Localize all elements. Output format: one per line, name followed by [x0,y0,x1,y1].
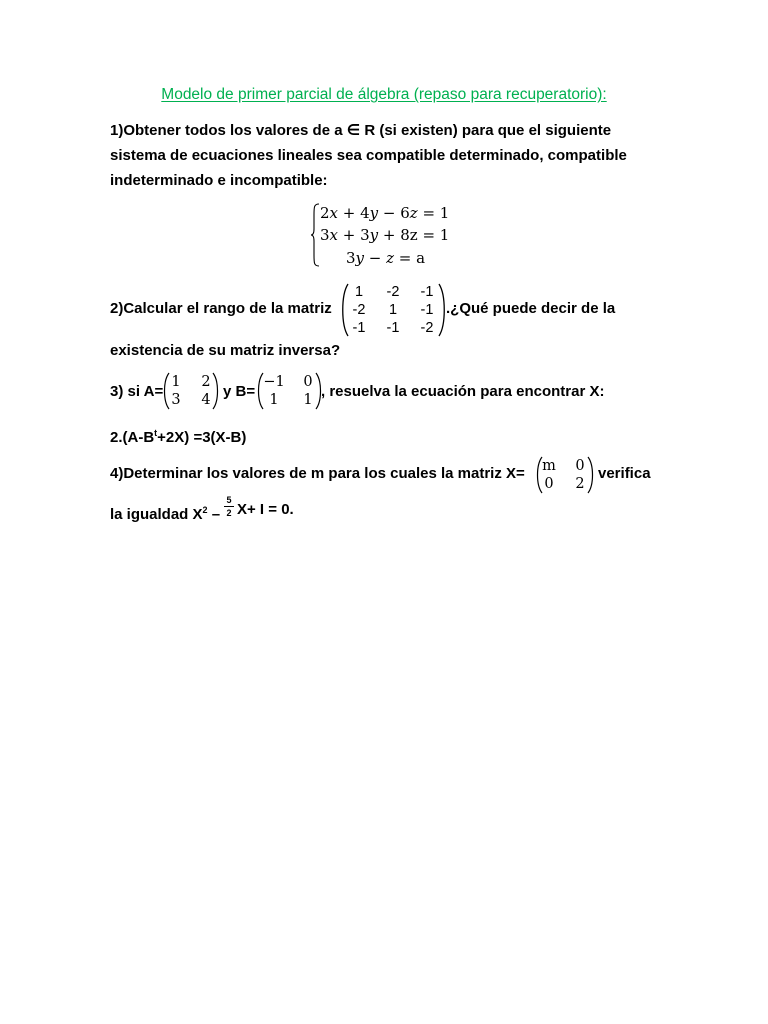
matrix-cell: -1 [420,284,434,300]
q1-line-3: indeterminado e incompatible: [110,172,328,189]
q4-prefix: 4)Determinar los valores de m para los cuales la matriz X= [110,465,525,482]
q4-line-2-a [110,500,220,525]
minus-sign: – [211,506,221,523]
q2-suffix: .¿Qué puede decir de la [446,300,616,317]
equation-2: 3𝑥 + 3𝑦 + 8z = 1 [320,226,450,244]
matrix-cell: -2 [352,302,366,318]
matrix-cell: -1 [386,320,400,336]
matrix-cell: 0 [303,374,313,390]
equation-system [310,203,470,267]
q3-suffix: , resuelva la ecuación para encontrar X: [321,383,605,400]
matrix-cell: 4 [201,392,211,408]
q1-line-1: 1)Obtener todos los valores de a ∈ R (si existen) para que el siguiente [110,122,612,139]
matrix-cell: -1 [352,320,366,336]
matrix-cell: 1 [269,392,279,408]
fraction-numerator: 5 [226,495,232,505]
matrix-cell: 1 [171,374,181,390]
q4-line-2-b: X+ I = 0. [237,501,294,518]
right-paren-icon [212,372,220,410]
matrix-cell: −1 [263,374,285,390]
matrix-cell: 3 [171,392,181,408]
equation-1: 2𝑥 + 4𝑦 − 6𝑧 = 1 [320,204,450,222]
exponent: 2 [202,505,208,515]
fraction-bar [224,506,234,507]
q3-prefix: 3) si A= [110,383,164,400]
q3-equation [110,423,246,448]
q4-equality-text: la igualdad X [110,506,203,523]
q3-equation-part-b: +2X) =3(X-B) [157,429,247,446]
q2-line-2: existencia de su matriz inversa? [110,342,341,359]
matrix-cell: m [542,458,556,474]
q2-prefix: 2)Calcular el rango de la matriz [110,300,332,317]
matrix-cell: -2 [420,320,434,336]
transpose-mark: t [154,428,158,438]
q1-line-2: sistema de ecuaciones lineales sea compatible determinado, compatible [110,147,627,164]
equation-3: 3𝑦 − 𝑧 = a [346,249,426,267]
matrix-cell: 1 [388,302,398,318]
matrix-cell: 2 [201,374,211,390]
q4-suffix: verifica [598,465,651,482]
matrix-cell: -1 [420,302,434,318]
left-brace-icon [310,203,320,267]
q3-equation-part-a: 2.(A-B [110,429,155,446]
q3-mid: y B= [223,383,256,400]
matrix-cell: 0 [575,458,585,474]
right-paren-icon [587,456,595,494]
matrix-cell: 2 [575,476,585,492]
fraction-denominator: 2 [226,508,232,518]
page-title: Modelo de primer parcial de álgebra (repaso para recuperatorio): [161,86,607,103]
matrix-cell: 1 [354,284,364,300]
matrix-cell: -2 [386,284,400,300]
matrix-cell: 1 [303,392,313,408]
matrix-cell: 0 [544,476,554,492]
